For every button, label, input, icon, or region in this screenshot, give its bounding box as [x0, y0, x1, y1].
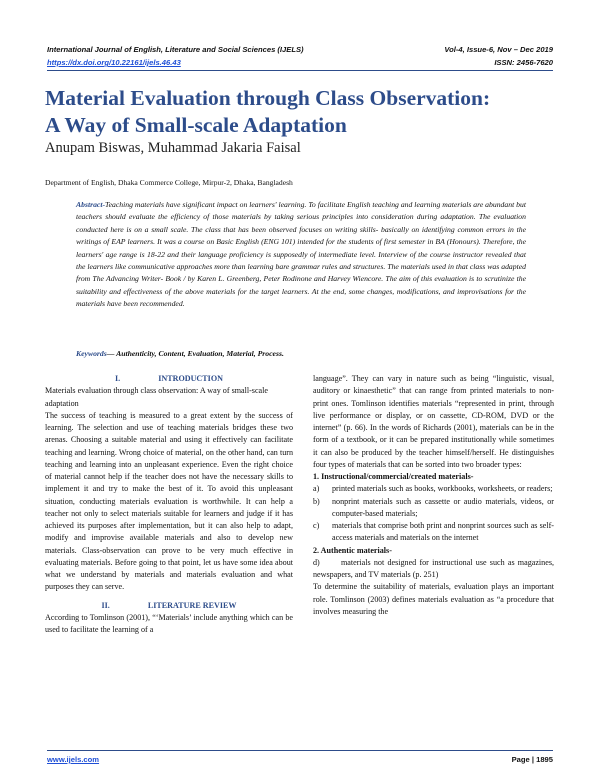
list-marker: c)	[313, 521, 320, 530]
affiliation: Department of English, Dhaka Commerce College, Mirpur-2, Dhaka, Bangladesh	[45, 178, 293, 187]
list-marker: b)	[313, 496, 320, 506]
list-text: printed materials such as books, workbooks, worksheets, or readers;	[332, 484, 553, 494]
paper-title	[45, 85, 565, 139]
section-number: I.	[115, 374, 121, 383]
section-heading-literature-review	[45, 600, 293, 612]
section-title: LITERATURE REVIEW	[147, 600, 237, 610]
issn: ISSN: 2456-7620	[494, 58, 553, 67]
list-item	[313, 483, 554, 495]
litreview-paragraph-1: According to Tomlinson (2001), “‘Materials’ include anything which can be used to facilitate the learning of a	[45, 612, 293, 634]
left-column	[45, 373, 293, 636]
title-line-1: Material Evaluation through Class Observation:	[45, 86, 491, 110]
section-heading-introduction	[45, 373, 293, 385]
footer-website-link[interactable]: www.ijels.com	[47, 755, 100, 764]
doi-link[interactable]: https://dx.doi.org/10.22161/ijels.46.43	[47, 58, 181, 67]
list-marker: a)	[313, 484, 320, 494]
authors: Anupam Biswas, Muhammad Jakaria Faisal	[45, 140, 301, 156]
intro-paragraph-1: Materials evaluation through class observation: A way of small-scale adaptation	[45, 386, 268, 408]
volume-info: Vol-4, Issue-6, Nov – Dec 2019	[444, 45, 553, 54]
keywords-text: — Authenticity, Content, Evaluation, Material, Process.	[106, 349, 284, 358]
subheading-instructional-materials: 1. Instructional/commercial/created materials-	[313, 472, 474, 481]
keywords-label: Keywords	[76, 349, 107, 358]
section-title: INTRODUCTION	[158, 374, 223, 383]
right-paragraph-2: To determine the suitability of materials, evaluation plays an important role. Tomlinson (2003) defines materials evaluation as “a procedure that involves measuring the	[313, 582, 554, 616]
right-paragraph-1: language”. They can vary in nature such as being “linguistic, visual, auditory or kinaesthetic” that can range from printed materials to non-print ones. Tomlinson identifies materials “represented in print, through live performance or display, or on cassette, CD-ROM, DVD or the internet” (p. 66). In the words of Richards (2001), materials can be in the form of a textbook, or it can be prepared institutionally while sometimes it can also be produced by the teacher himself/herself. He distinguishes four types of materials that can be sorted into two broader types:	[313, 374, 554, 469]
keywords	[76, 349, 526, 358]
abstract-text: Teaching materials have significant impact on learners' learning. To facilitate English teaching and learning materials are abundant but teachers should evaluate the efficiency of those materials by taking serious principles into consideration during adaptation. The evaluation conducted here is on a small scale. The class that has been observed focuses on writing skills- basically on identifying common errors in the writings of EAP learners. It was a course on Basic English (ENG 101) intended for the students of first semester in BA (Honours). Therefore, the learners' age range is 18-22 and their language proficiency is supposedly of intermediate level. Interview of the course instructor revealed that the learners like communicative approaches more than learning bare grammar rules and structures. The materials used in that class was adapted from The Advancing Writer- Book / by Karen L. Greenberg, Peter Rodinone and Harvey Wiencore. The aim of this evaluation is to scrutinize the suitability and effectiveness of the above materials for the target learners. At the end, some changes, modifications, and improvisations for the materials have been recommended.	[76, 200, 526, 309]
list-text: nonprint materials such as cassette or audio materials, videos, or computer-based materials;	[332, 496, 554, 518]
footer-rule	[47, 750, 553, 751]
list-item-d	[313, 557, 554, 582]
list-text: materials not designed for instructional use such as magazines, newspapers, and TV materials (p. 251)	[313, 557, 554, 579]
intro-paragraph-2: The success of teaching is measured to a great extent by the success of learning. The selection and use of teaching materials bridges these two arenas. Choosing a suitable material and using it effectively can facilitate teaching and learning. Wrong choice of material, on the other hand, can turn teaching and learning into an unpleasant experience. Even the right choice of material cannot help if the teacher does not have the necessary skills to implement it and try to make the best of it. To avoid this unpleasant situation, conducting materials evaluation is worthwhile. It can help a teacher not only to select materials suitable for learners and judge if it has achieved its purposes after implementation, but it can also help to adapt, modify and improvise available materials and also to develop new materials. Class-observation can prove to be very much effective in evaluating materials. Before going to that point, let us have some idea about what we understand by materials and materials evaluation and what purposes they can serve.	[45, 410, 293, 592]
list-text: materials that comprise both print and nonprint sources such as self-access materials and materials on the internet	[332, 521, 554, 543]
journal-name: International Journal of English, Literature and Social Sciences (IJELS)	[47, 45, 304, 54]
subheading-authentic-materials: 2. Authentic materials-	[313, 545, 392, 555]
list-item	[313, 496, 554, 521]
right-column	[313, 373, 554, 618]
abstract-label: Abstract-	[76, 200, 106, 209]
page-number: Page | 1895	[511, 755, 553, 764]
abstract	[76, 199, 526, 311]
list-marker: d)	[313, 557, 320, 567]
header-rule	[47, 70, 553, 71]
section-number: II.	[101, 600, 110, 610]
title-line-2: A Way of Small-scale Adaptation	[45, 113, 347, 137]
list-item	[313, 520, 554, 545]
